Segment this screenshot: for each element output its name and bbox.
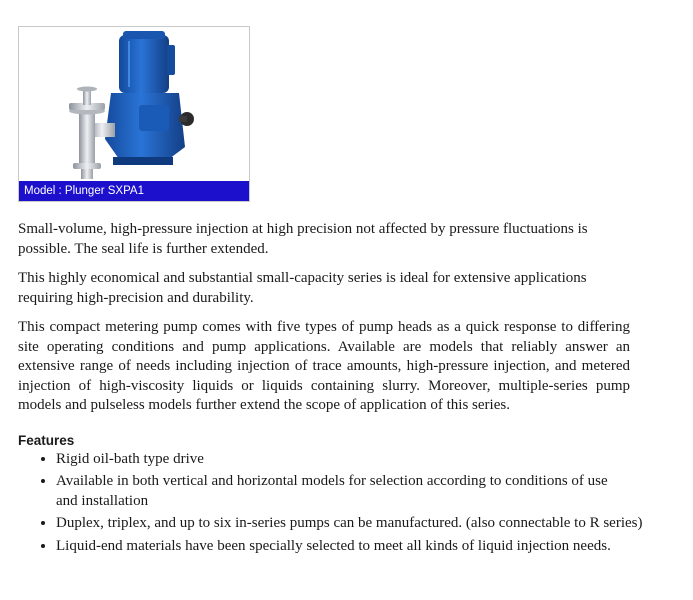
feature-item: • Liquid-end materials have been specially selected to meet all kinds of liquid injection needs. [56,537,682,557]
details-paragraph: This compact metering pump comes with five types of pump heads as a quick response to differing site operating conditions and pump applications. Available are models that reliably answer an extensive range of needs including injection of trace amounts, high-pressure injection, and metered injection of high-viscosity liquids or liquids containing slurry. Moreover, multiple-series pump models and pulseless models further extend the scope of application of this series. [18,319,630,413]
features-heading: Features [18,432,75,448]
features-list [18,450,682,557]
intro-paragraph: Small-volume, high-pressure injection at high precision not affected by pressure fluctuations is possible. The seal life is further extended. [18,221,588,257]
feature-item: • Duplex, triplex, and up to six in-series pumps can be manufactured. (also connectable to R series) [56,514,682,534]
economy-paragraph: This highly economical and substantial small-capacity series is ideal for extensive applications requiring high-precision and durability. [18,270,587,306]
feature-item: • Rigid oil-bath type drive [56,450,682,470]
pump-image [19,27,249,181]
product-card [18,26,250,202]
feature-item: • Available in both vertical and horizontal models for selection according to conditions of use and installation [56,472,626,511]
description [18,220,682,559]
product-caption: Model : Plunger SXPA1 [19,181,249,201]
